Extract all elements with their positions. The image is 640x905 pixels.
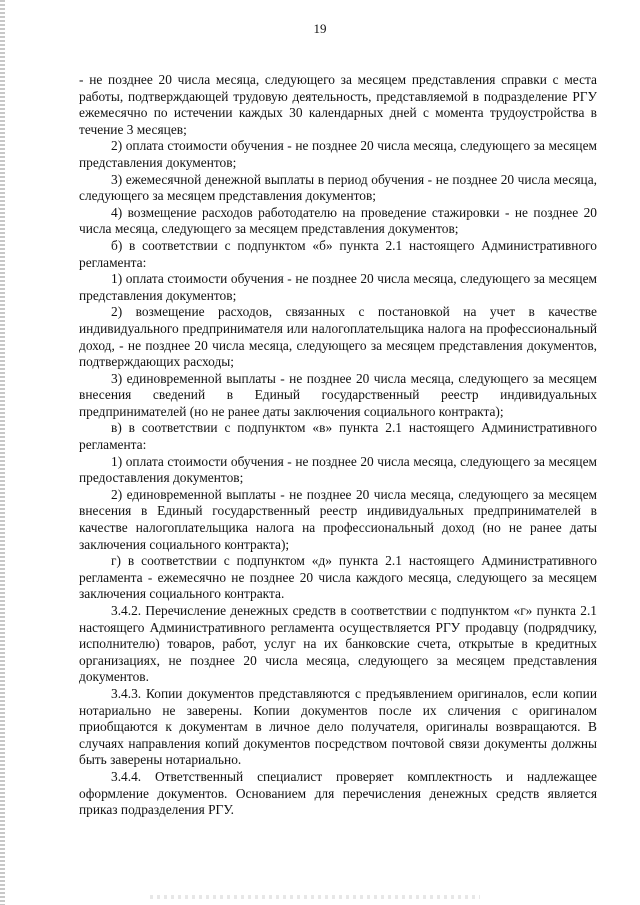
document-body xyxy=(79,72,597,819)
paragraph-6: 1) оплата стоимости обучения - не позднее 20 числа месяца, следующего за месяцем представления документов; xyxy=(79,271,597,303)
scan-edge xyxy=(0,0,5,905)
paragraph-8: 3) единовременной выплаты - не позднее 20 числа месяца, следующего за месяцем внесения сведений в Единый государственный реестр индивидуальных предпринимателей (но не ранее даты заключения социального контракта); xyxy=(79,370,597,419)
paragraph-3: 3) ежемесячной денежной выплаты в период обучения - не позднее 20 числа месяца, следующего за месяцем представления документов; xyxy=(79,171,597,204)
paragraph-13: 3.4.2. Перечисление денежных средств в соответствии с подпунктом «г» пункта 2.1 настоящего Административного регламента осуществляется РГУ продавцу (подрядчику, исполнителю) товаров, работ, услуг на их банковские счета, открытые в кредитных организациях, не позднее 20 числа месяца, следующего за месяцем представления документов. xyxy=(79,603,597,685)
scan-artifact xyxy=(150,895,480,899)
paragraph-9: в) в соответствии с подпунктом «в» пункта 2.1 настоящего Административного регламента: xyxy=(79,420,597,453)
paragraph-1: - не позднее 20 числа месяца, следующего за месяцем представления справки с места работы, подтверждающей трудовую деятельность, представляемой в подразделение РГУ ежемесячно по истечении каждых 30 календарных дней с момента трудоустройства в течение 3 месяцев; xyxy=(79,72,597,137)
paragraph-5: б) в соответствии с подпунктом «б» пункта 2.1 настоящего Административного регламента: xyxy=(79,237,597,270)
paragraph-12: г) в соответствии с подпунктом «д» пункта 2.1 настоящего Административного регламента - ежемесячно не позднее 20 числа каждого месяца, следующего за месяцем заключения социального контракта. xyxy=(79,553,597,602)
paragraph-4: 4) возмещение расходов работодателю на проведение стажировки - не позднее 20 числа месяца, следующего за месяцем представления документов; xyxy=(79,204,597,237)
paragraph-15: 3.4.4. Ответственный специалист проверяет комплектность и надлежащее оформление документов. Основанием для перечисления денежных средств является приказ подразделения РГУ. xyxy=(79,768,597,818)
paragraph-7: 2) возмещение расходов, связанных с постановкой на учет в качестве индивидуального предпринимателя или налогоплательщика налога на профессиональный доход, - не позднее 20 числа месяца, следующего за месяцем представления документов, подтверждающих расходы; xyxy=(79,304,597,370)
paragraph-10: 1) оплата стоимости обучения - не позднее 20 числа месяца, следующего за месяцем предоставления документов; xyxy=(79,453,597,486)
page-number: 19 xyxy=(313,21,327,36)
paragraph-2: 2) оплата стоимости обучения - не позднее 20 числа месяца, следующего за месяцем представления документов; xyxy=(79,138,597,170)
paragraph-11: 2) единовременной выплаты - не позднее 20 числа месяца, следующего за месяцем внесения в Единый государственный реестр индивидуальных предпринимателей в качестве налогоплательщика налога на профессиональный доход (но не ранее даты заключения социального контракта); xyxy=(79,486,597,552)
paragraph-14: 3.4.3. Копии документов представляются с предъявлением оригиналов, если копии нотариально не заверены. Копии документов после их сличения с оригиналом приобщаются к документам в личное дело получателя, оригиналы возвращаются. В случаях направления копий документов посредством почтовой связи документы должны быть заверены нотариально. xyxy=(79,685,597,768)
